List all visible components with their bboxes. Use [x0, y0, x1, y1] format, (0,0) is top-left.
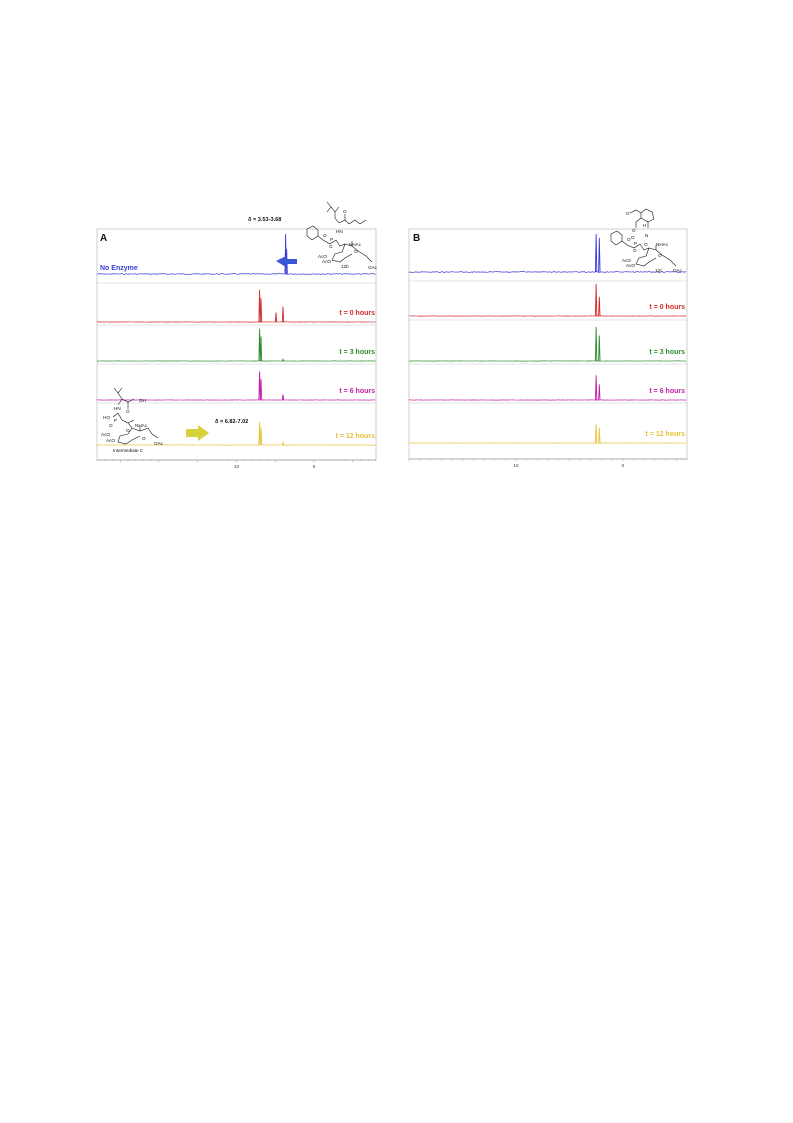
peak — [275, 312, 276, 322]
svg-text:NHAc: NHAc — [349, 242, 361, 247]
svg-text:O: O — [658, 253, 662, 258]
svg-text:NHAc: NHAc — [656, 242, 668, 247]
peak — [595, 327, 596, 361]
trace-baseline-no-enzyme — [97, 274, 375, 275]
svg-text:AcO: AcO — [622, 258, 631, 263]
svg-text:H: H — [643, 223, 647, 228]
panel-b-frame — [409, 229, 687, 459]
panel-a — [97, 202, 378, 469]
svg-text:O: O — [644, 242, 648, 247]
series-label-t-3-hours: t = 3 hours — [339, 349, 375, 356]
yellow-arrow-icon — [186, 425, 209, 441]
x-tick-label: 10 — [513, 463, 519, 468]
svg-text:O: O — [126, 428, 130, 433]
svg-text:OAc: OAc — [154, 441, 163, 446]
x-tick-label: 10 — [233, 464, 240, 469]
peak — [599, 336, 600, 362]
peak — [260, 428, 261, 445]
peak — [595, 375, 596, 400]
svg-text:P: P — [114, 418, 118, 423]
svg-text:AcO: AcO — [322, 259, 331, 264]
svg-text:N: N — [645, 233, 649, 238]
compound-label-intermediate-c: Intermediate C — [113, 448, 144, 453]
svg-text:O: O — [626, 211, 630, 216]
peak — [595, 234, 596, 272]
svg-text:O: O — [633, 248, 637, 253]
x-tick-label: 0 — [621, 463, 625, 468]
series-label-t-3-hours: t = 3 hours — [649, 349, 685, 356]
panel-a-spectra — [97, 234, 376, 445]
svg-text:HN: HN — [336, 229, 343, 234]
panel-a-label: A — [100, 233, 108, 244]
svg-text:HO: HO — [103, 415, 110, 420]
peak — [260, 298, 261, 322]
panel-b — [409, 209, 687, 468]
peak — [599, 297, 600, 316]
svg-text:O: O — [343, 209, 347, 214]
series-label-t-12-hours: t = 12 hours — [335, 433, 375, 440]
series-label-no-enzyme: No Enzyme — [100, 265, 138, 272]
svg-text:P: P — [634, 241, 638, 246]
svg-text:OH: OH — [139, 398, 146, 403]
peak — [282, 307, 283, 322]
shift-annotation-bottom: δ = 6.82-7.02 — [215, 419, 249, 425]
svg-text:O: O — [323, 233, 327, 238]
peak — [260, 379, 261, 400]
peak — [599, 384, 600, 400]
compound-label-12c: 12c — [655, 268, 663, 273]
svg-text:OAc: OAc — [368, 265, 377, 270]
svg-text:P: P — [330, 237, 334, 242]
svg-text:O: O — [631, 235, 635, 240]
compound-12c-structure — [611, 209, 676, 266]
svg-text:AcO: AcO — [318, 254, 327, 259]
svg-text:AcO: AcO — [101, 432, 110, 437]
svg-text:OAc: OAc — [673, 268, 682, 273]
svg-text:HN: HN — [114, 406, 121, 411]
peak — [595, 284, 596, 316]
peak — [260, 337, 261, 361]
series-label-t-12-hours: t = 12 hours — [645, 431, 685, 438]
series-label-t-6-hours: t = 6 hours — [339, 388, 375, 395]
shift-annotation-top: δ = 3.53-3.68 — [248, 217, 282, 223]
svg-text:O: O — [627, 237, 631, 242]
svg-text:AcO: AcO — [626, 263, 635, 268]
svg-text:O: O — [142, 436, 146, 441]
compound-label-12b: 12b — [341, 264, 349, 269]
panel-b-spectra — [409, 234, 687, 443]
compound-12b-labels — [318, 209, 378, 270]
x-tick-label: 0 — [312, 464, 316, 469]
svg-text:O: O — [632, 228, 636, 233]
svg-text:O: O — [109, 423, 113, 428]
series-label-t-0-hours: t = 0 hours — [649, 304, 685, 311]
peak — [595, 424, 596, 443]
intermediate-c-structure — [113, 388, 158, 444]
svg-text:O: O — [126, 409, 130, 414]
peak — [282, 395, 283, 400]
svg-text:AcO: AcO — [106, 438, 115, 443]
panel-b-label: B — [413, 233, 421, 244]
peak — [599, 428, 600, 443]
svg-text:NHAc: NHAc — [135, 423, 147, 428]
panel-a-x-axis — [97, 460, 376, 469]
svg-text:O: O — [354, 249, 358, 254]
peak — [599, 238, 600, 272]
series-label-t-6-hours: t = 6 hours — [649, 388, 685, 395]
svg-text:O: O — [329, 244, 333, 249]
panel-b-x-axis — [409, 459, 687, 468]
trace-baseline-series-0 — [409, 272, 686, 273]
series-label-t-0-hours: t = 0 hours — [339, 310, 375, 317]
